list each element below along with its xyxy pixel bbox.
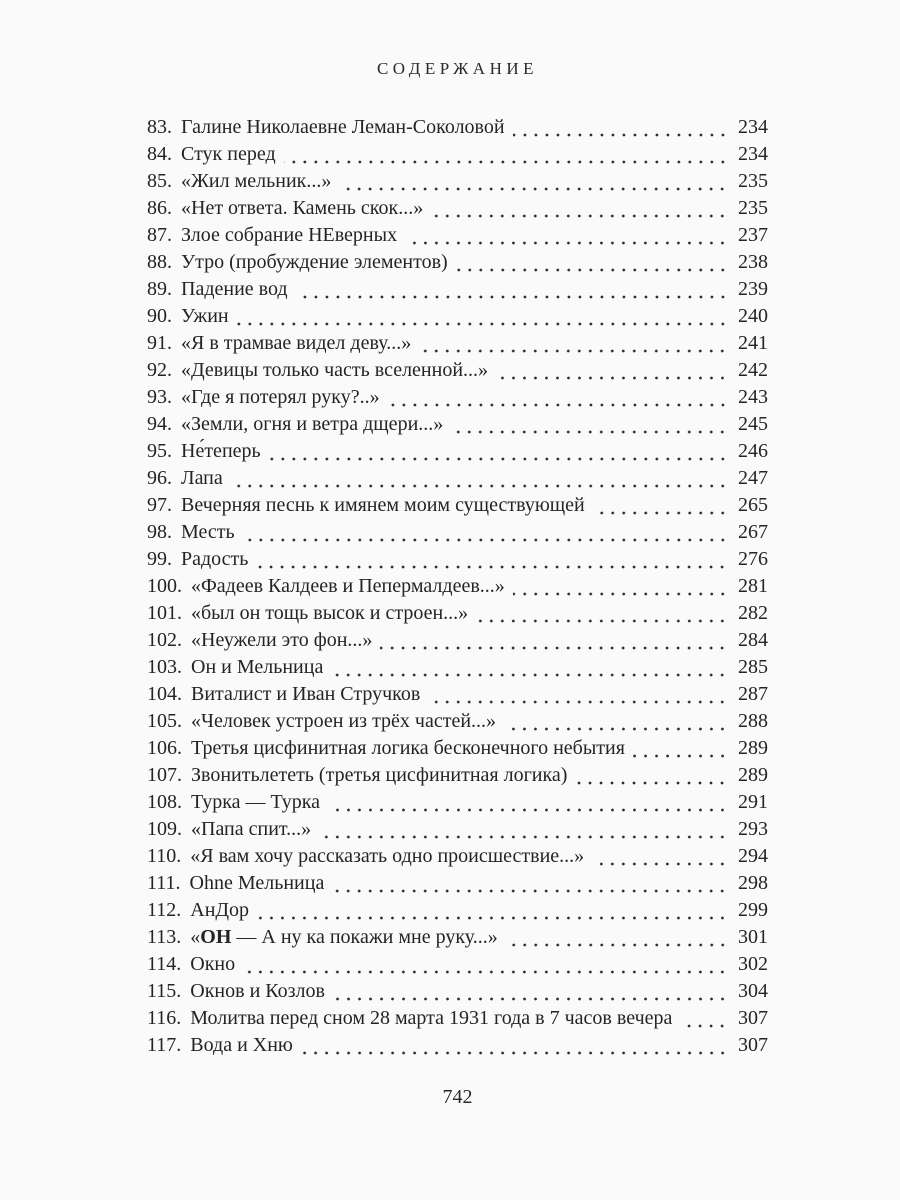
toc-entry [147,843,768,870]
dot-leader [431,195,730,222]
toc-entry [147,870,768,897]
entry-title-segment: « [190,926,201,948]
entry-page-number: 281 [738,575,768,597]
entry-title: Звонитьлететь (третья цисфинитная логика) [191,764,568,786]
page-title: СОДЕРЖАНИЕ [376,59,539,78]
entry-number: 86. [147,197,172,219]
entry-page-number: 245 [738,413,768,435]
entry-number: 87. [147,224,172,246]
dot-leader [419,330,730,357]
toc-entry [147,195,768,222]
toc-entry [147,519,768,546]
entry-page-number: 241 [738,332,768,354]
entry-number: 113. [147,926,182,948]
entry-title: Третья цисфинитная логика бесконечного небытия [191,737,625,759]
entry-title: Он и Мельница [191,656,324,678]
entry-page-number: 235 [738,197,768,219]
entry-title: «Я в трамвае видел деву...» [181,332,412,354]
entry-page-number: 293 [738,818,768,840]
toc-entry [147,411,768,438]
toc-entry [147,789,768,816]
toc-entry [147,681,768,708]
entry-title: «Земли, огня и ветра дщери...» [181,413,444,435]
entry-page-number: 265 [738,494,768,516]
entry-number: 108. [147,791,182,813]
dot-leader [301,1032,730,1059]
dot-leader [575,762,730,789]
dot-leader [339,168,730,195]
entry-page-number: 287 [738,683,768,705]
entry-number: 101. [147,602,182,624]
entry-title: «Девицы только часть вселенной...» [181,359,489,381]
entry-title: АнДор [190,899,250,921]
entry-page-number: 298 [738,872,768,894]
entry-page-number: 239 [738,278,768,300]
toc-entry [147,330,768,357]
entry-number: 109. [147,818,182,840]
dot-leader [243,951,730,978]
entry-page-number: 304 [738,980,768,1002]
entry-number: 88. [147,251,172,273]
toc-entry [147,249,768,276]
entry-page-number: 276 [738,548,768,570]
entry-title: Падение вод [181,278,288,300]
entry-title: «Жил мельник...» [181,170,332,192]
folio-page-number: 742 [442,1086,473,1108]
entry-title: Турка — Турка [191,791,321,813]
toc-entry [147,708,768,735]
entry-title: Месть [181,521,235,543]
entry-number: 115. [147,980,182,1002]
entry-number: 116. [147,1007,182,1029]
entry-number: 96. [147,467,172,489]
dot-leader [405,222,730,249]
toc-entry [147,735,768,762]
entry-page-number: 285 [738,656,768,678]
entry-number: 103. [147,656,182,678]
toc-list [147,114,768,1059]
dot-leader [269,438,730,465]
toc-entry [147,438,768,465]
toc-entry [147,816,768,843]
entry-title: Ohne Мельница [189,872,325,894]
entry-title: Виталист и Иван Стручков [191,683,421,705]
entry-title: Вода и Хню [190,1034,293,1056]
dot-leader [513,114,730,141]
entry-page-number: 289 [738,737,768,759]
toc-entry [147,384,768,411]
entry-title: «Я вам хочу рассказать одно происшествие...» [190,845,585,867]
dot-leader [504,708,730,735]
dot-leader [388,384,730,411]
dot-leader [476,600,730,627]
entry-page-number: 289 [738,764,768,786]
dot-leader [633,735,730,762]
toc-entry [147,924,768,951]
entry-number: 112. [147,899,182,921]
entry-number: 105. [147,710,182,732]
entry-page-number: 301 [738,926,768,948]
entry-title: «Нет ответа. Камень скок...» [181,197,424,219]
entry-page-number: 246 [738,440,768,462]
entry-title [190,924,497,951]
entry-number: 84. [147,143,172,165]
toc-entry [147,627,768,654]
dot-leader [680,1005,730,1032]
toc-entry [147,546,768,573]
toc-entry [147,492,768,519]
dot-leader [333,978,730,1005]
dot-leader [332,870,730,897]
dot-leader [456,249,730,276]
entry-page-number: 302 [738,953,768,975]
dot-leader [319,816,730,843]
entry-title: Радость [181,548,249,570]
toc-entry [147,978,768,1005]
entry-title: Стук перед [181,143,276,165]
toc-entry [147,654,768,681]
dot-leader [284,141,730,168]
entry-number: 95. [147,440,172,462]
entry-title: «Человек устроен из трёх частей...» [191,710,497,732]
entry-title: Ужин [181,305,229,327]
entry-number: 102. [147,629,182,651]
toc-entry [147,600,768,627]
entry-page-number: 247 [738,467,768,489]
dot-leader [237,303,730,330]
entry-title: «Где я потерял руку?..» [181,386,380,408]
entry-page-number: 288 [738,710,768,732]
toc-entry [147,465,768,492]
toc-entry [147,897,768,924]
entry-title: «Неужели это фон...» [191,629,373,651]
entry-title: «Фадеев Калдеев и Пепермалдеев...» [191,575,505,597]
entry-number: 98. [147,521,172,543]
entry-title: «Папа спит...» [191,818,312,840]
toc-entry [147,357,768,384]
entry-page-number: 307 [738,1007,768,1029]
toc-entry [147,168,768,195]
entry-number: 97. [147,494,172,516]
entry-title: Молитва перед сном 28 марта 1931 года в 7 часов вечера [190,1007,673,1029]
entry-title: «был он тощь высок и строен...» [191,602,469,624]
entry-page-number: 291 [738,791,768,813]
entry-title: Окно [190,953,236,975]
entry-title: Злое собрание НЕверных [181,224,398,246]
toc-entry [147,276,768,303]
toc-entry [147,951,768,978]
dot-leader [328,789,730,816]
toc-entry [147,573,768,600]
entry-title: Вечерняя песнь к имянем моим существующей [181,494,585,516]
entry-page-number: 242 [738,359,768,381]
dot-leader [593,492,730,519]
entry-title-bold-segment: ОН [200,926,232,948]
entry-number: 89. [147,278,172,300]
dot-leader [243,519,730,546]
entry-title: Галине Николаевне Леман-Соколовой [181,116,505,138]
dot-leader [331,654,730,681]
toc-entry [147,222,768,249]
entry-page-number: 235 [738,170,768,192]
dot-leader [451,411,730,438]
dot-leader [296,276,730,303]
entry-page-number: 238 [738,251,768,273]
dot-leader [428,681,730,708]
toc-entry [147,303,768,330]
entry-page-number: 267 [738,521,768,543]
entry-page-number: 282 [738,602,768,624]
dot-leader [496,357,730,384]
entry-number: 104. [147,683,182,705]
entry-title: Окнов и Козлов [190,980,325,1002]
entry-number: 90. [147,305,172,327]
entry-title-segment: — А ну ка покажи мне руку...» [231,926,498,948]
entry-page-number: 307 [738,1034,768,1056]
toc-entry [147,1005,768,1032]
toc-entry [147,762,768,789]
toc-entry [147,141,768,168]
dot-leader [513,573,730,600]
entry-page-number: 299 [738,899,768,921]
entry-page-number: 240 [738,305,768,327]
entry-number: 111. [147,872,181,894]
entry-page-number: 237 [738,224,768,246]
entry-number: 117. [147,1034,182,1056]
entry-title: Не́теперь [181,440,261,462]
entry-number: 94. [147,413,172,435]
entry-page-number: 243 [738,386,768,408]
entry-number: 110. [147,845,182,867]
entry-number: 92. [147,359,172,381]
toc-entry [147,114,768,141]
toc-entry [147,1032,768,1059]
entry-title: Лапа [181,467,223,489]
entry-number: 99. [147,548,172,570]
entry-page-number: 234 [738,116,768,138]
entry-number: 93. [147,386,172,408]
entry-page-number: 294 [738,845,768,867]
entry-number: 106. [147,737,182,759]
entry-page-number: 234 [738,143,768,165]
entry-title: Утро (пробуждение элементов) [181,251,448,273]
entry-number: 107. [147,764,182,786]
entry-page-number: 284 [738,629,768,651]
entry-number: 85. [147,170,172,192]
dot-leader [506,924,730,951]
entry-number: 100. [147,575,182,597]
entry-number: 114. [147,953,182,975]
dot-leader [257,897,730,924]
entry-number: 83. [147,116,172,138]
dot-leader [231,465,730,492]
dot-leader [592,843,730,870]
dot-leader [380,627,730,654]
entry-number: 91. [147,332,172,354]
dot-leader [256,546,730,573]
